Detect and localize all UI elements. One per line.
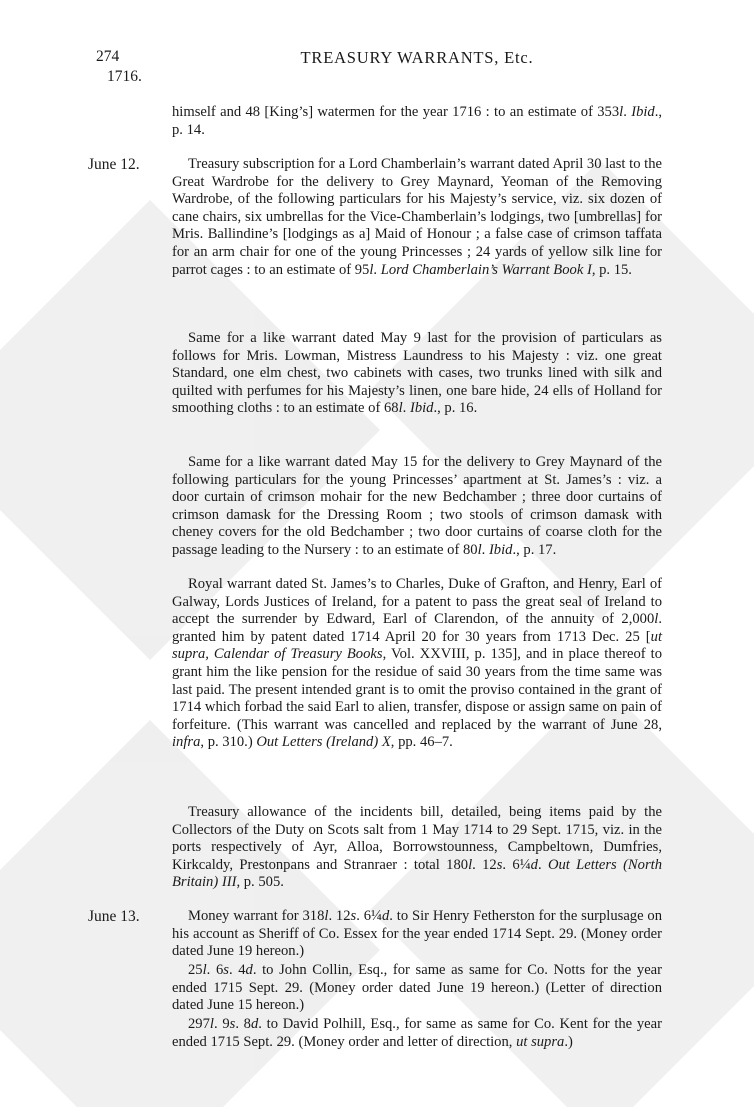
running-head: TREASURY WARRANTS, Etc. <box>300 48 534 67</box>
entry-text: Treasury subscription for a Lord Chamberlain’s warrant dated April 30 last to the Great Wardrobe for the delivery to Grey Maynard, Yeoman of the Removing Wardrobe, of the following particulars for his Majesty’s service, viz. six dozen of cane chairs, six umbrellas for the Vice-Chamberlain’s lodgings, two [umbrellas] for Mris. Ballindine’s [lodgings as a] Maid of Honour ; a false case of crimson taffata for an arm chair for one of the young Princesses ; 24 yards of yellow silk line for parrot cages : to an estimate of 95l. Lord Chamberlain’s Warrant Book I, p. 15. <box>172 156 662 278</box>
entry-text: Treasury allowance of the incidents bill, detailed, being items paid by the Collectors of the Duty on Scots salt from 1 May 1714 to 29 Sept. 1715, viz. in the ports respectively of Ayr, Alloa, Borrowstounness, Campbeltown, Dumfries, Kirkcaldy, Prestonpans and Stranraer : total 180l. 12s. 6¼d. Out Letters (North Britain) III, p. 505. <box>172 804 662 891</box>
entry-great-wardrobe-warrant <box>0 156 754 279</box>
entry-date: June 13. <box>88 908 140 925</box>
entry-text: Money warrant for 318l. 12s. 6¼d. to Sir Henry Fetherston for the surplusage on his account as Sheriff of Co. Essex for the year ended 1714 Sept. 29. (Money order dated June 19 hereon.) <box>172 908 663 960</box>
entry-text: Same for a like warrant dated May 15 for the delivery to Grey Maynard of the following particulars for the young Princesses’ apartment at St. James’s : viz. a door curtain of crimson mohair for the new Bedchamber ; three door curtains of crimson damask for the Dressing Room ; two stools of crimson damask with cheney covers for the old Bedchamber ; two door curtains of coarse cloth for the passage leading to the Nursery : to an estimate of 80l. Ibid., p. 17. <box>172 454 662 558</box>
entry-princesses-apartment <box>0 454 754 560</box>
entry-notts <box>0 962 754 1015</box>
entry-laundress-warrant <box>0 330 754 418</box>
entry-text: himself and 48 [King’s] watermen for the year 1716 : to an estimate of 353l. Ibid., p. 14. <box>172 104 663 138</box>
entry-royal-warrant-ireland <box>0 576 754 752</box>
entry-text: 297l. 9s. 8d. to David Polhill, Esq., for same as same for Co. Kent for the year ended 1715 Sept. 29. (Money order and letter of direction, ut supra.) <box>172 1016 662 1050</box>
entry-money-warrant-essex <box>0 908 754 961</box>
entry-text: Royal warrant dated St. James’s to Charles, Duke of Grafton, and Henry, Earl of Galway, Lords Justices of Ireland, for a patent to pass the great seal of Ireland to accept the surrender by Edward, Earl of Clarendon, of the annuity of 2,000l. granted him by patent dated 1714 April 20 for 30 years from 1713 Dec. 25 [ut supra, Calendar of Treasury Books, Vol. XXVIII, p. 135], and in place thereof to grant him the like pension for the residue of said 30 years from the time same was last paid. The present intended grant is to omit the proviso contained in the grant of 1714 which forbad the said Earl to alien, transfer, dispose or assign same on pain of forfeiture. (This warrant was cancelled and replaced by the warrant of June 28, infra, p. 310.) Out Letters (Ireland) X, pp. 46–7. <box>172 576 663 751</box>
entry-continuation <box>0 104 754 139</box>
entry-scots-salt <box>0 804 754 892</box>
page-year: 1716. <box>107 68 142 85</box>
page-number: 274 <box>96 48 120 65</box>
entry-text: 25l. 6s. 4d. to John Collin, Esq., for same as same for Co. Notts for the year ended 1715 Sept. 29. (Money order dated June 19 hereon.) (Letter of direction dated June 15 hereon.) <box>172 962 663 1014</box>
entry-kent <box>0 1016 754 1051</box>
entry-date: June 12. <box>88 156 140 173</box>
entry-text: Same for a like warrant dated May 9 last for the provision of particulars as follows for Mris. Lowman, Mistress Laundress to his Majesty : viz. one great Standard, one elm chest, two cabinets with cases, two trunks lined with silk and quilted with perfumes for his Majesty’s linen, one bare hide, 24 ells of Holland for smoothing cloths : to an estimate of 68l. Ibid., p. 16. <box>172 330 662 417</box>
